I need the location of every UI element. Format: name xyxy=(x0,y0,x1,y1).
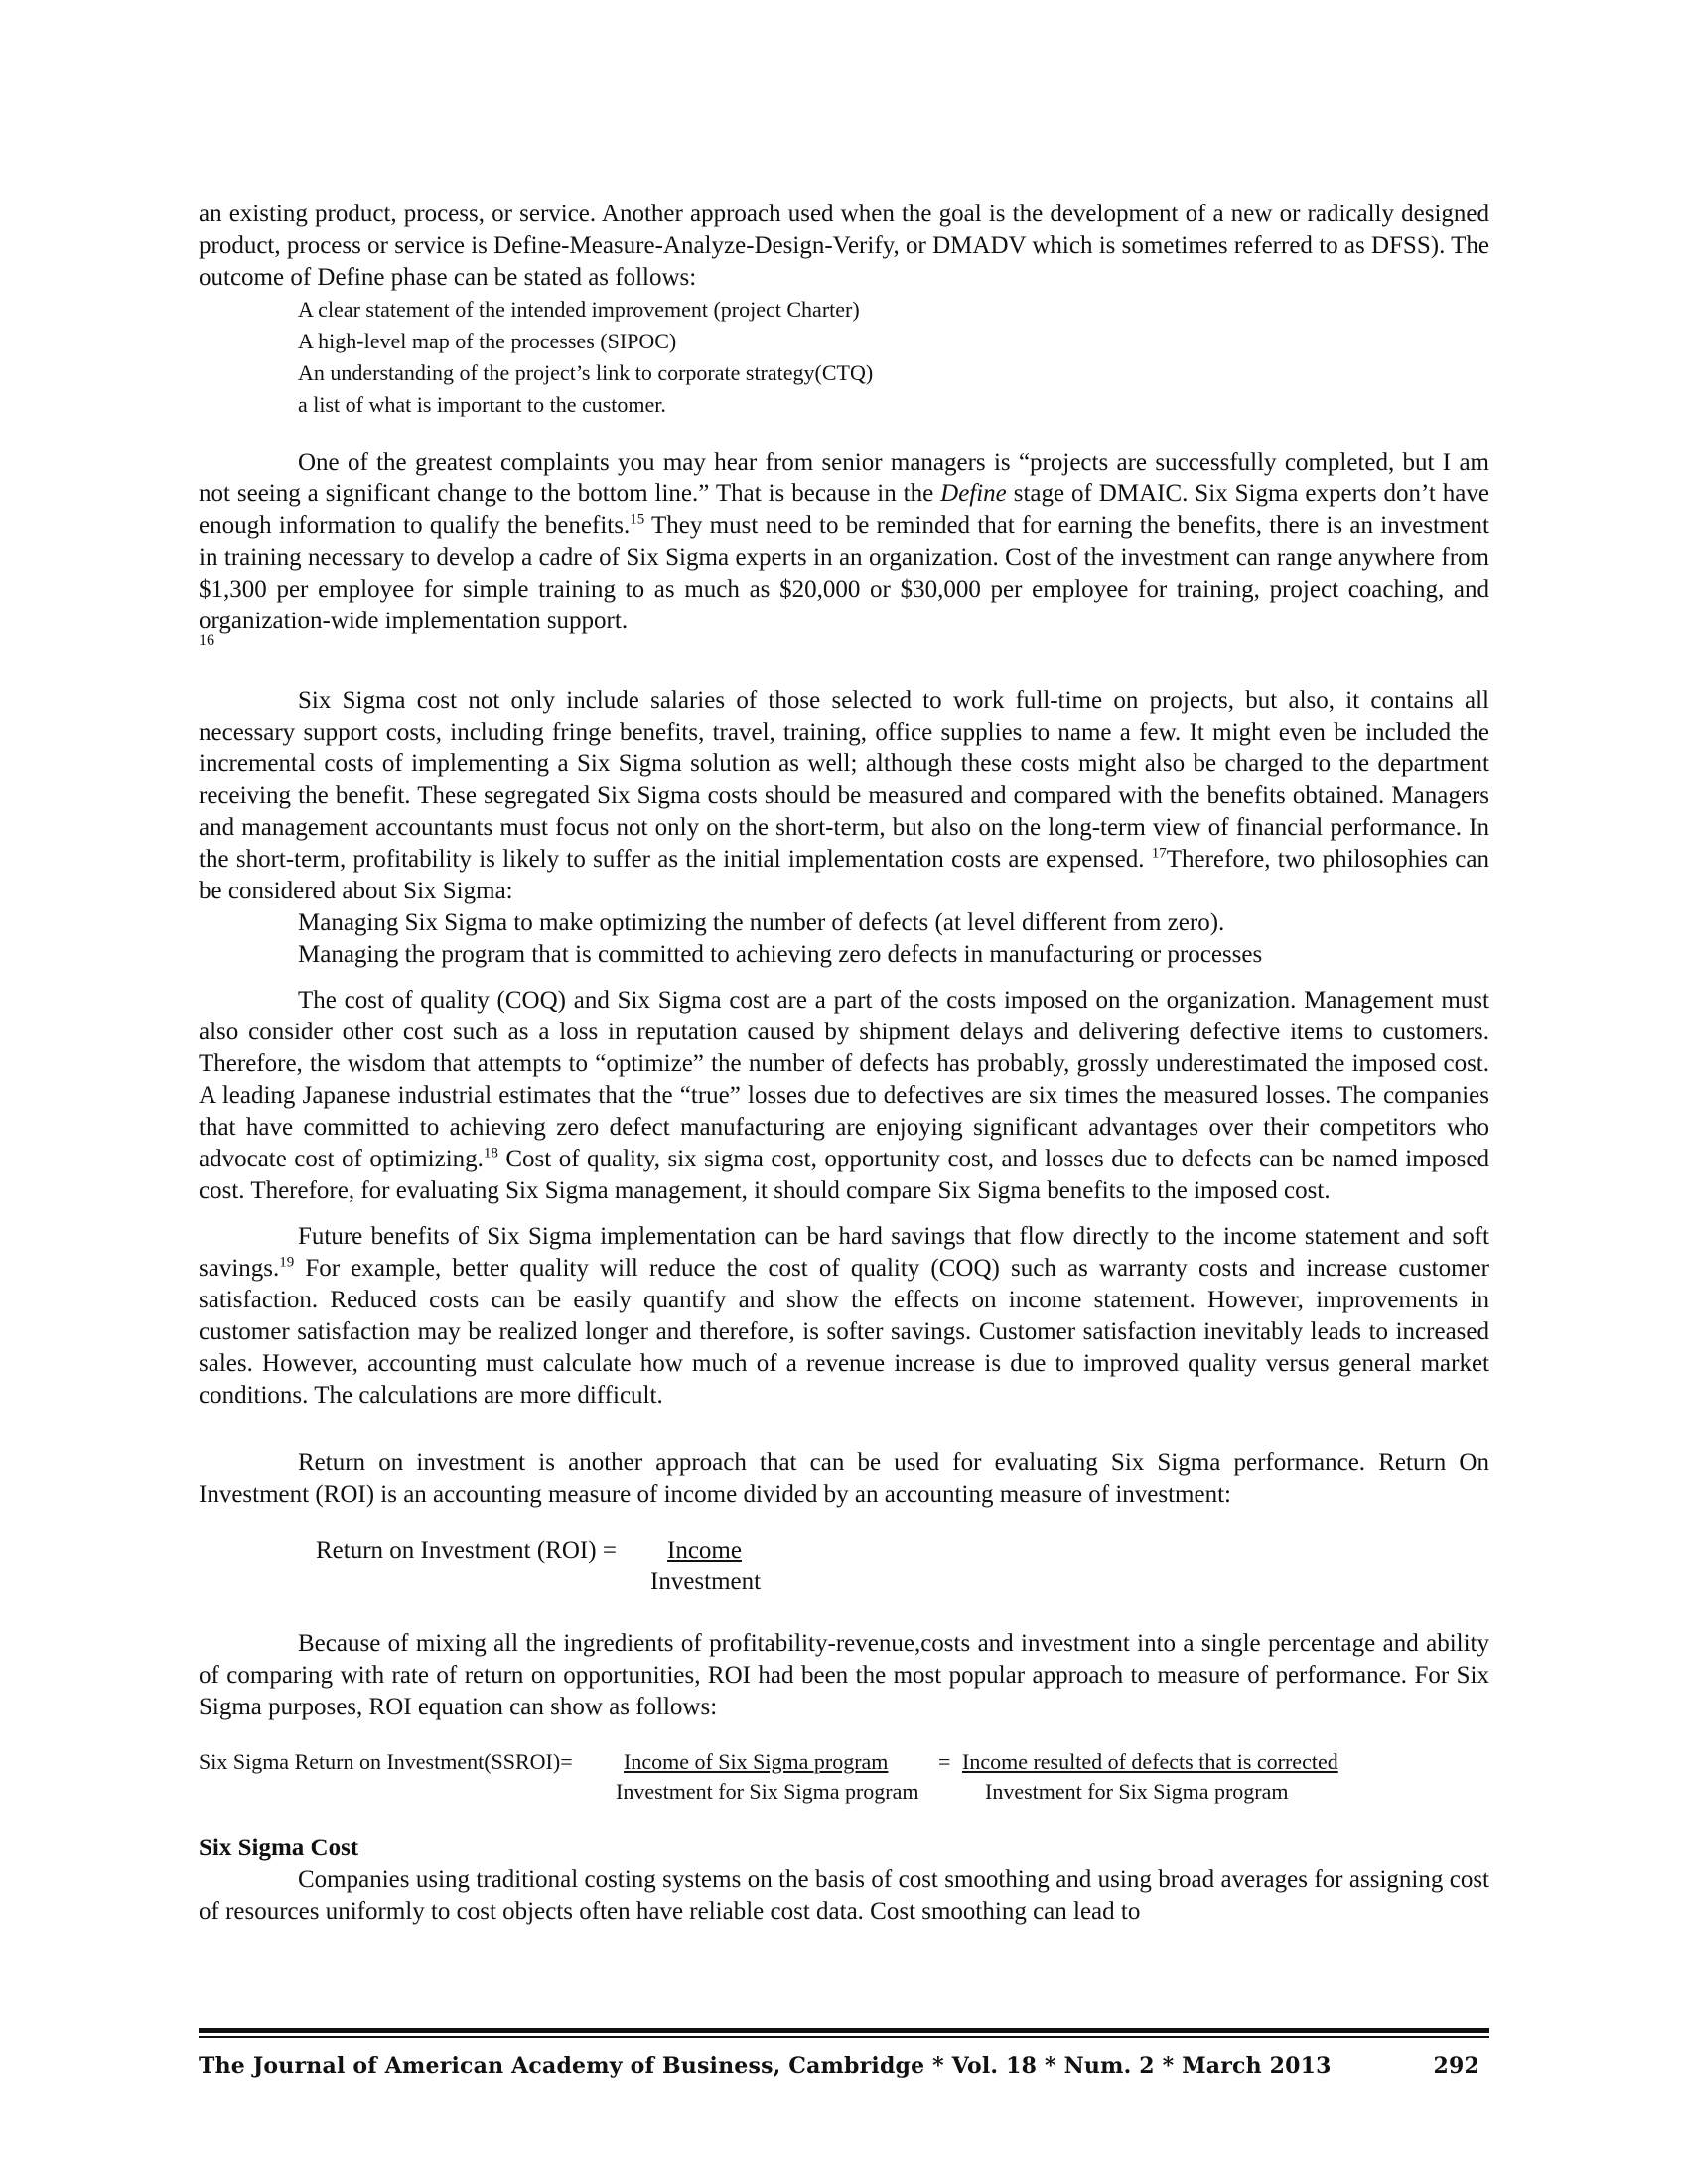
paragraph-six-sigma-cost xyxy=(199,685,1489,907)
roi-formula-denominator: Investment xyxy=(650,1569,762,1595)
text-run: Future benefits of Six Sigma implementation can be hard savings that flow directly to the income statement and soft savings. xyxy=(199,1223,1489,1282)
article-body xyxy=(199,199,1489,1928)
footer-rule xyxy=(199,2028,1489,2033)
paragraph-companies: Companies using traditional costing systems on the basis of cost smoothing and using broad averages for assigning cost of resources uniformly to cost objects often have reliable cost data. Cost smoothing can lead to xyxy=(199,1866,1489,1925)
list-item: Managing Six Sigma to make optimizing the number of defects (at level different from zero). xyxy=(298,909,1225,936)
footnote-ref: 18 xyxy=(483,1145,498,1161)
paragraph-coq xyxy=(199,985,1489,1207)
footnote-ref: 15 xyxy=(630,511,645,528)
list-item: A high-level map of the processes (SIPOC) xyxy=(298,329,677,353)
text-run: One of the greatest complaints you may hear from senior managers is “projects are successfully completed, but I am not seeing a significant change to the bottom line.” That is because in the xyxy=(199,449,1489,507)
paragraph-roi-popular: Because of mixing all the ingredients of profitability-revenue,costs and investment into a single percentage and ability of comparing with rate of return on opportunities, ROI had been the most popular approach to measure of performance. For Six Sigma purposes, ROI equation can show as follows: xyxy=(199,1630,1489,1720)
paragraph-dmadv: an existing product, process, or service. Another approach used when the goal is the development of a new or radically designed product, process or service is Define-Measure-Analyze-Design-Verify, or DMADV which is sometimes referred to as DFSS). The outcome of Define phase can be stated as follows: xyxy=(199,201,1489,291)
footnote-ref: 19 xyxy=(279,1254,295,1271)
ssroi-formula-numerator-1: Income of Six Sigma program xyxy=(624,1749,889,1774)
italic-define: Define xyxy=(940,480,1007,507)
roi-formula-numerator: Income xyxy=(667,1537,742,1564)
text-run: Cost of quality, six sigma cost, opportunity cost, and losses due to defects can be named imposed cost. Therefore, for evaluating Six Sigma management, it should compare Six Sigma benefits to the imposed cost. xyxy=(199,1146,1489,1204)
footer-rule xyxy=(199,2036,1489,2038)
list-item: Managing the program that is committed to achieving zero defects in manufacturing or processes xyxy=(298,941,1263,968)
list-item: a list of what is important to the customer. xyxy=(298,392,666,417)
journal-citation: The Journal of American Academy of Business, Cambridge * Vol. 18 * Num. 2 * March 2013 xyxy=(199,2053,1332,2079)
footnote-ref: 16 xyxy=(199,632,214,649)
ssroi-formula-numerator-2: Income resulted of defects that is corrected xyxy=(962,1749,1338,1774)
ssroi-formula-denominator-2: Investment for Six Sigma program xyxy=(985,1779,1289,1804)
ssroi-formula xyxy=(199,1749,1489,1811)
define-outcomes-list xyxy=(199,294,1489,421)
paragraph-future-benefits xyxy=(199,1221,1489,1412)
text-run: For example, better quality will reduce the cost of quality (COQ) such as warranty costs and increase customer satisfaction. Reduced costs can be easily quantify and show the effects on income statement. However, improvements in customer satisfaction may be realized longer and therefore, is softer savings. Customer satisfaction inevitably leads to increased sales. However, accounting must calculate how much of a revenue increase is due to improved quality versus general market conditions. The calculations are more difficult. xyxy=(199,1255,1489,1409)
footnote-ref: 17 xyxy=(1151,845,1167,862)
page-number: 292 xyxy=(1433,2053,1479,2079)
page-footer xyxy=(199,2053,1489,2079)
list-item: An understanding of the project’s link to corporate strategy(CTQ) xyxy=(298,360,874,385)
paragraph-roi: Return on investment is another approach that can be used for evaluating Six Sigma performance. Return On Investment (ROI) is an accounting measure of income divided by an accounting measure of investment: xyxy=(199,1449,1489,1508)
text-run: They must need to be reminded that for earning the benefits, there is an investment in training necessary to develop a cadre of Six Sigma experts in an organization. Cost of the investment can range anywhere from $1,300 per employee for simple training to as much as $20,000 or $30,000 per employee for training, project coaching, and organization-wide implementation support. xyxy=(199,512,1489,634)
section-heading: Six Sigma Cost xyxy=(199,1835,359,1861)
paragraph-complaints xyxy=(199,447,1489,637)
text-run: stage of DMAIC. Six Sigma experts don’t have enough information to qualify the benefits. xyxy=(199,480,1489,539)
text-run: Therefore, two philosophies can be considered about Six Sigma: xyxy=(199,846,1489,904)
list-item: A clear statement of the intended improvement (project Charter) xyxy=(298,297,860,322)
text-run: Six Sigma cost not only include salaries of those selected to work full-time on projects, but also, it contains all necessary support costs, including fringe benefits, travel, training, office supplies to name a few. It might even be included the incremental costs of implementing a Six Sigma solution as well; although these costs might also be charged to the department receiving the benefit. These segregated Six Sigma costs should be measured and compared with the benefits obtained. Managers and management accountants must focus not only on the short-term, but also on the long-term view of financial performance. In the short-term, profitability is likely to suffer as the initial implementation costs are expensed. xyxy=(199,687,1489,873)
roi-formula xyxy=(199,1537,1489,1602)
ssroi-formula-lhs: Six Sigma Return on Investment(SSROI)= xyxy=(199,1749,573,1774)
ssroi-formula-denominator-1: Investment for Six Sigma program xyxy=(616,1779,919,1804)
philosophies-list xyxy=(199,907,1489,971)
ssroi-formula-equals: = xyxy=(938,1749,951,1774)
roi-formula-lhs: Return on Investment (ROI) = xyxy=(316,1537,617,1564)
text-run: The cost of quality (COQ) and Six Sigma cost are a part of the costs imposed on the organization. Management must also consider other cost such as a loss in reputation caused by shipment delays and delivering defective items to customers. Therefore, the wisdom that attempts to “optimize” the number of defects has probably, grossly underestimated the imposed cost. A leading Japanese industrial estimates that the “true” losses due to defectives are six times the measured losses. The companies that have committed to achieving zero defect manufacturing are enjoying significant advantages over their competitors who advocate cost of optimizing. xyxy=(199,987,1489,1172)
